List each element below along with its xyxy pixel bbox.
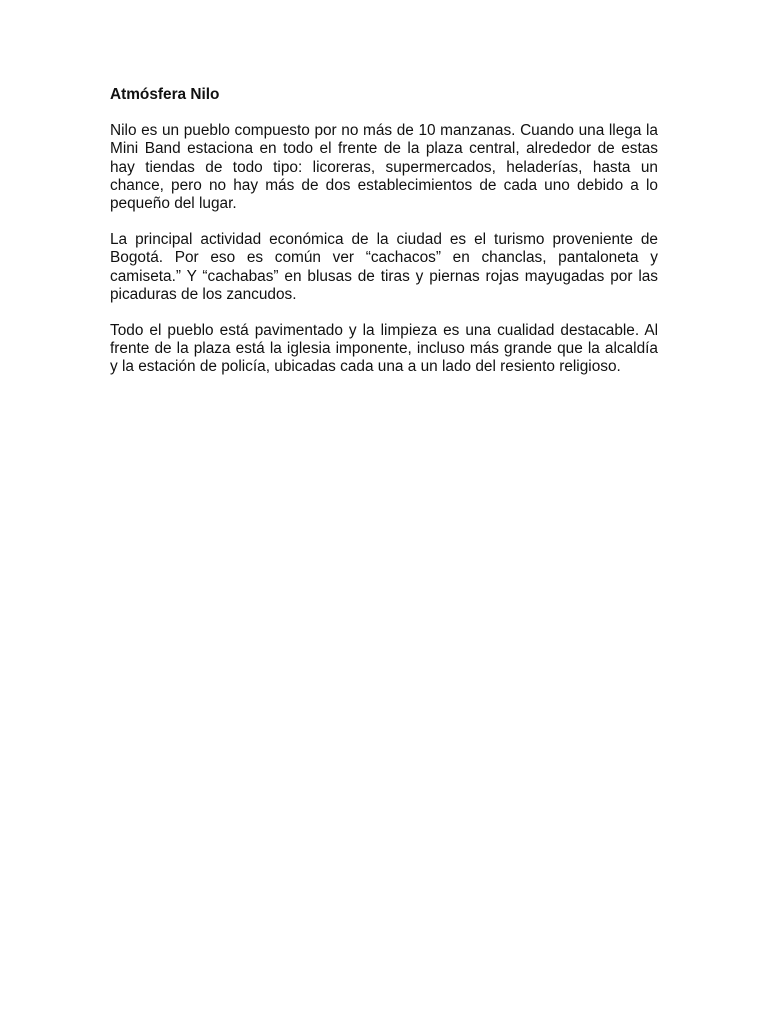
document-body bbox=[110, 86, 658, 395]
paragraph-3: Todo el pueblo está pavimentado y la limpieza es una cualidad destacable. Al frente de la plaza está la iglesia imponente, incluso más grande que la alcaldía y la estación de policía, ubicadas cada una a un lado del resiento religioso. bbox=[110, 322, 658, 376]
document-title: Atmósfera Nilo bbox=[110, 86, 220, 103]
paragraph-1: Nilo es un pueblo compuesto por no más de 10 manzanas. Cuando una llega la Mini Band estaciona en todo el frente de la plaza central, alrededor de estas hay tiendas de todo tipo: licoreras, supermercados, heladerías, hasta un chance, pero no hay más de dos establecimientos de cada uno debido a lo pequeño del lugar. bbox=[110, 122, 658, 213]
paragraph-2: La principal actividad económica de la ciudad es el turismo proveniente de Bogotá. Por eso es común ver “cachacos” en chanclas, pantaloneta y camiseta.” Y “cachabas” en blusas de tiras y piernas rojas mayugadas por las picaduras de los zancudos. bbox=[110, 231, 658, 303]
